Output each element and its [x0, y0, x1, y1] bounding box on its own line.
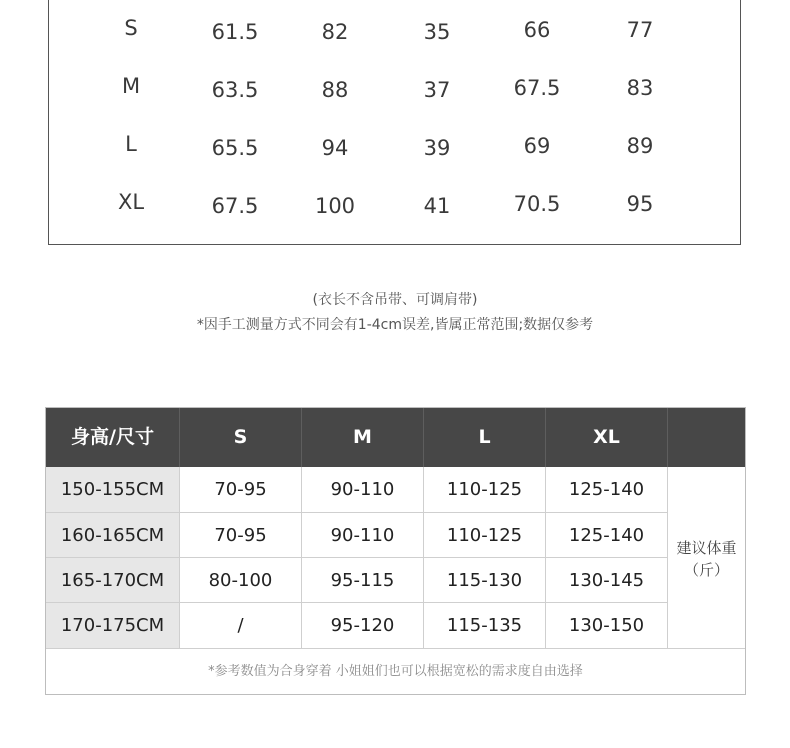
divider — [179, 408, 180, 467]
measurement-table — [48, 0, 741, 245]
note-measurement-error: *因手工测量方式不同会有1-4cm误差,皆属正常范围;数据仅参考 — [196, 317, 594, 333]
table-cell: 115-130 — [446, 570, 523, 591]
table-cell: 94 — [321, 136, 349, 160]
table-row — [49, 66, 740, 106]
table-row — [49, 124, 740, 164]
table-cell: 66 — [523, 18, 551, 42]
divider — [46, 602, 667, 603]
table-row — [46, 558, 666, 603]
divider — [423, 408, 424, 467]
table-cell: 130-150 — [568, 615, 645, 636]
table-cell: 70-95 — [214, 479, 267, 500]
row-height-label: 165-170CM — [46, 558, 179, 603]
table-cell: / — [237, 615, 244, 636]
table-cell: 63.5 — [211, 78, 259, 102]
header-m: M — [353, 426, 372, 448]
table-cell: 115-135 — [446, 615, 523, 636]
divider — [423, 467, 424, 649]
divider — [179, 467, 180, 649]
header-l: L — [478, 426, 491, 448]
table-cell: 77 — [626, 18, 654, 42]
divider — [46, 557, 667, 558]
table-cell: 37 — [423, 78, 451, 102]
row-height-label: 150-155CM — [46, 467, 179, 512]
table-cell: 89 — [626, 134, 654, 158]
divider — [301, 467, 302, 649]
table-cell: 35 — [423, 20, 451, 44]
header-s: S — [233, 426, 248, 448]
divider — [46, 512, 667, 513]
table-header — [46, 408, 745, 467]
table-cell: 125-140 — [568, 525, 645, 546]
size-label: S — [124, 16, 138, 40]
table-cell: 65.5 — [211, 136, 259, 160]
table-cell: 125-140 — [568, 479, 645, 500]
divider — [545, 408, 546, 467]
table-cell: 70.5 — [513, 192, 561, 216]
size-label: L — [125, 132, 137, 156]
header-height-size: 身高/尺寸 — [71, 426, 154, 448]
table-cell: 130-145 — [568, 570, 645, 591]
size-label: XL — [117, 190, 145, 214]
suggested-weight-text: 建议体重 — [676, 539, 737, 557]
table-row — [49, 8, 740, 48]
table-cell: 95 — [626, 192, 654, 216]
table-cell: 95-115 — [330, 570, 395, 591]
note-strap: (衣长不含吊带、可调肩带) — [312, 292, 478, 308]
divider — [545, 467, 546, 649]
table-cell: 110-125 — [446, 479, 523, 500]
table-cell: 95-120 — [330, 615, 395, 636]
row-height-label: 170-175CM — [46, 603, 179, 648]
table-row — [46, 513, 666, 558]
weight-table — [45, 407, 746, 695]
divider — [667, 408, 668, 467]
table-cell: 69 — [523, 134, 551, 158]
table-cell: 61.5 — [211, 20, 259, 44]
divider — [301, 408, 302, 467]
table-row — [49, 182, 740, 222]
suggested-weight-label — [668, 537, 745, 581]
table-cell: 39 — [423, 136, 451, 160]
table-cell: 70-95 — [214, 525, 267, 546]
table-cell: 90-110 — [330, 479, 395, 500]
row-height-label: 160-165CM — [46, 513, 179, 558]
table-cell: 90-110 — [330, 525, 395, 546]
weight-unit-text: （斤） — [683, 561, 729, 579]
header-blank — [668, 408, 745, 467]
size-label: M — [121, 74, 141, 98]
table-cell: 110-125 — [446, 525, 523, 546]
table-cell: 67.5 — [211, 194, 259, 218]
table-cell: 100 — [314, 194, 356, 218]
table-row — [46, 467, 666, 512]
table-cell: 83 — [626, 76, 654, 100]
table-footer-note: *参考数值为合身穿着 小姐姐们也可以根据宽松的需求度自由选择 — [208, 664, 583, 679]
table-cell: 67.5 — [513, 76, 561, 100]
header-xl: XL — [593, 426, 620, 448]
table-cell: 80-100 — [208, 570, 273, 591]
table-cell: 88 — [321, 78, 349, 102]
table-row — [46, 603, 666, 648]
table-cell: 41 — [423, 194, 451, 218]
table-cell: 82 — [321, 20, 349, 44]
